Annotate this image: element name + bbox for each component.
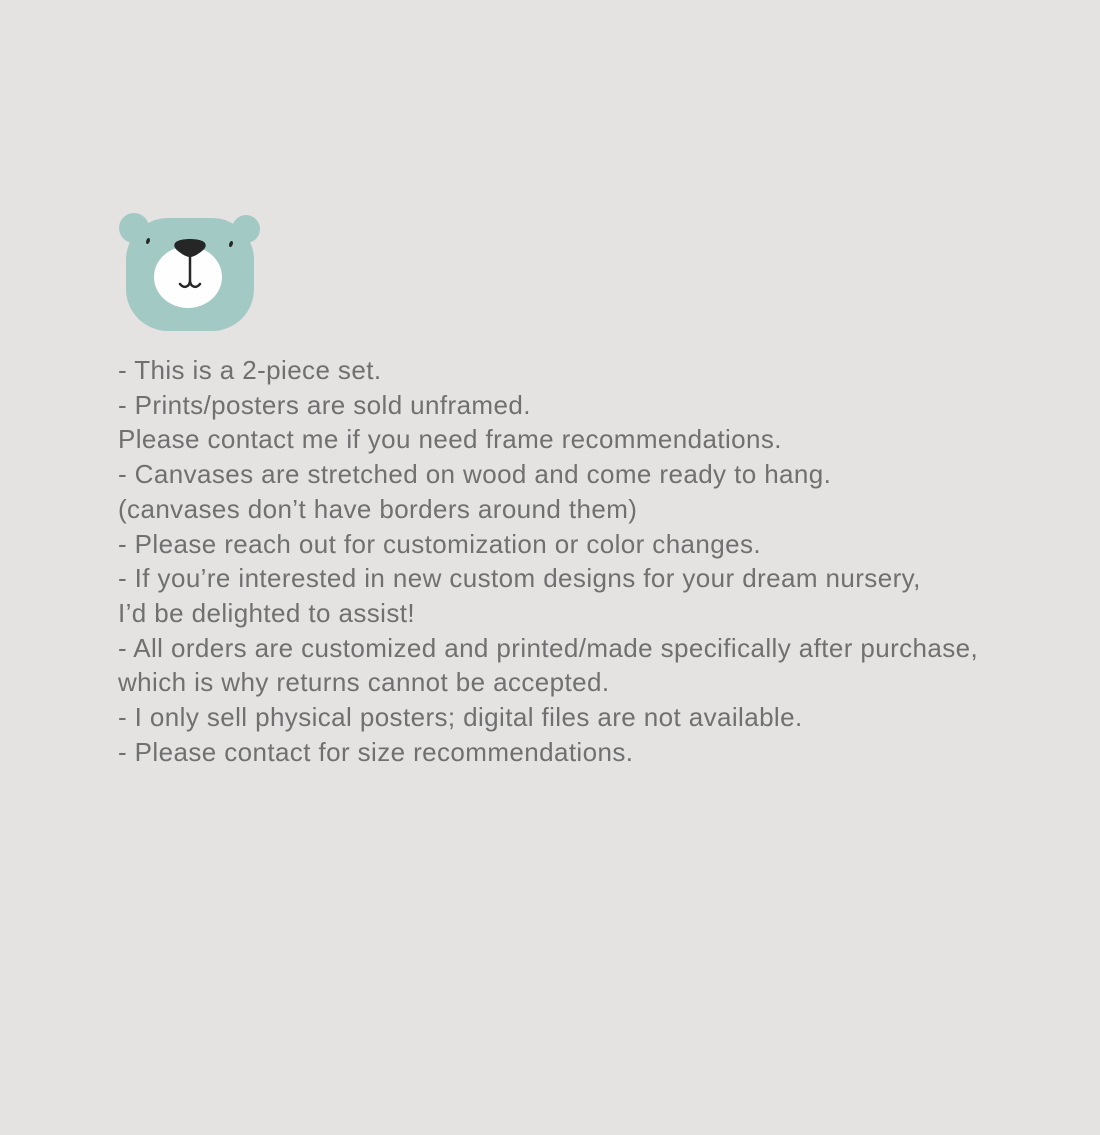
note-line: - Please contact for size recommendations.	[118, 736, 634, 767]
note-line: - Canvases are stretched on wood and come ready to hang.	[118, 459, 832, 490]
product-notes	[118, 353, 1083, 769]
bear-face-illustration	[118, 208, 264, 334]
note-line: which is why returns cannot be accepted.	[118, 667, 610, 698]
note-line: - If you’re interested in new custom designs for your dream nursery,	[118, 563, 921, 594]
note-line: - This is a 2-piece set.	[118, 355, 382, 385]
note-line: Please contact me if you need frame recommendations.	[118, 424, 782, 455]
note-line: - All orders are customized and printed/made specifically after purchase,	[118, 632, 979, 663]
note-line: - Please reach out for customization or color changes.	[118, 528, 762, 559]
note-line: - I only sell physical posters; digital files are not available.	[118, 702, 803, 733]
note-line: (canvases don’t have borders around them)	[118, 493, 638, 524]
note-line: - Prints/posters are sold unframed.	[118, 389, 531, 420]
note-line: I’d be delighted to assist!	[118, 597, 415, 628]
